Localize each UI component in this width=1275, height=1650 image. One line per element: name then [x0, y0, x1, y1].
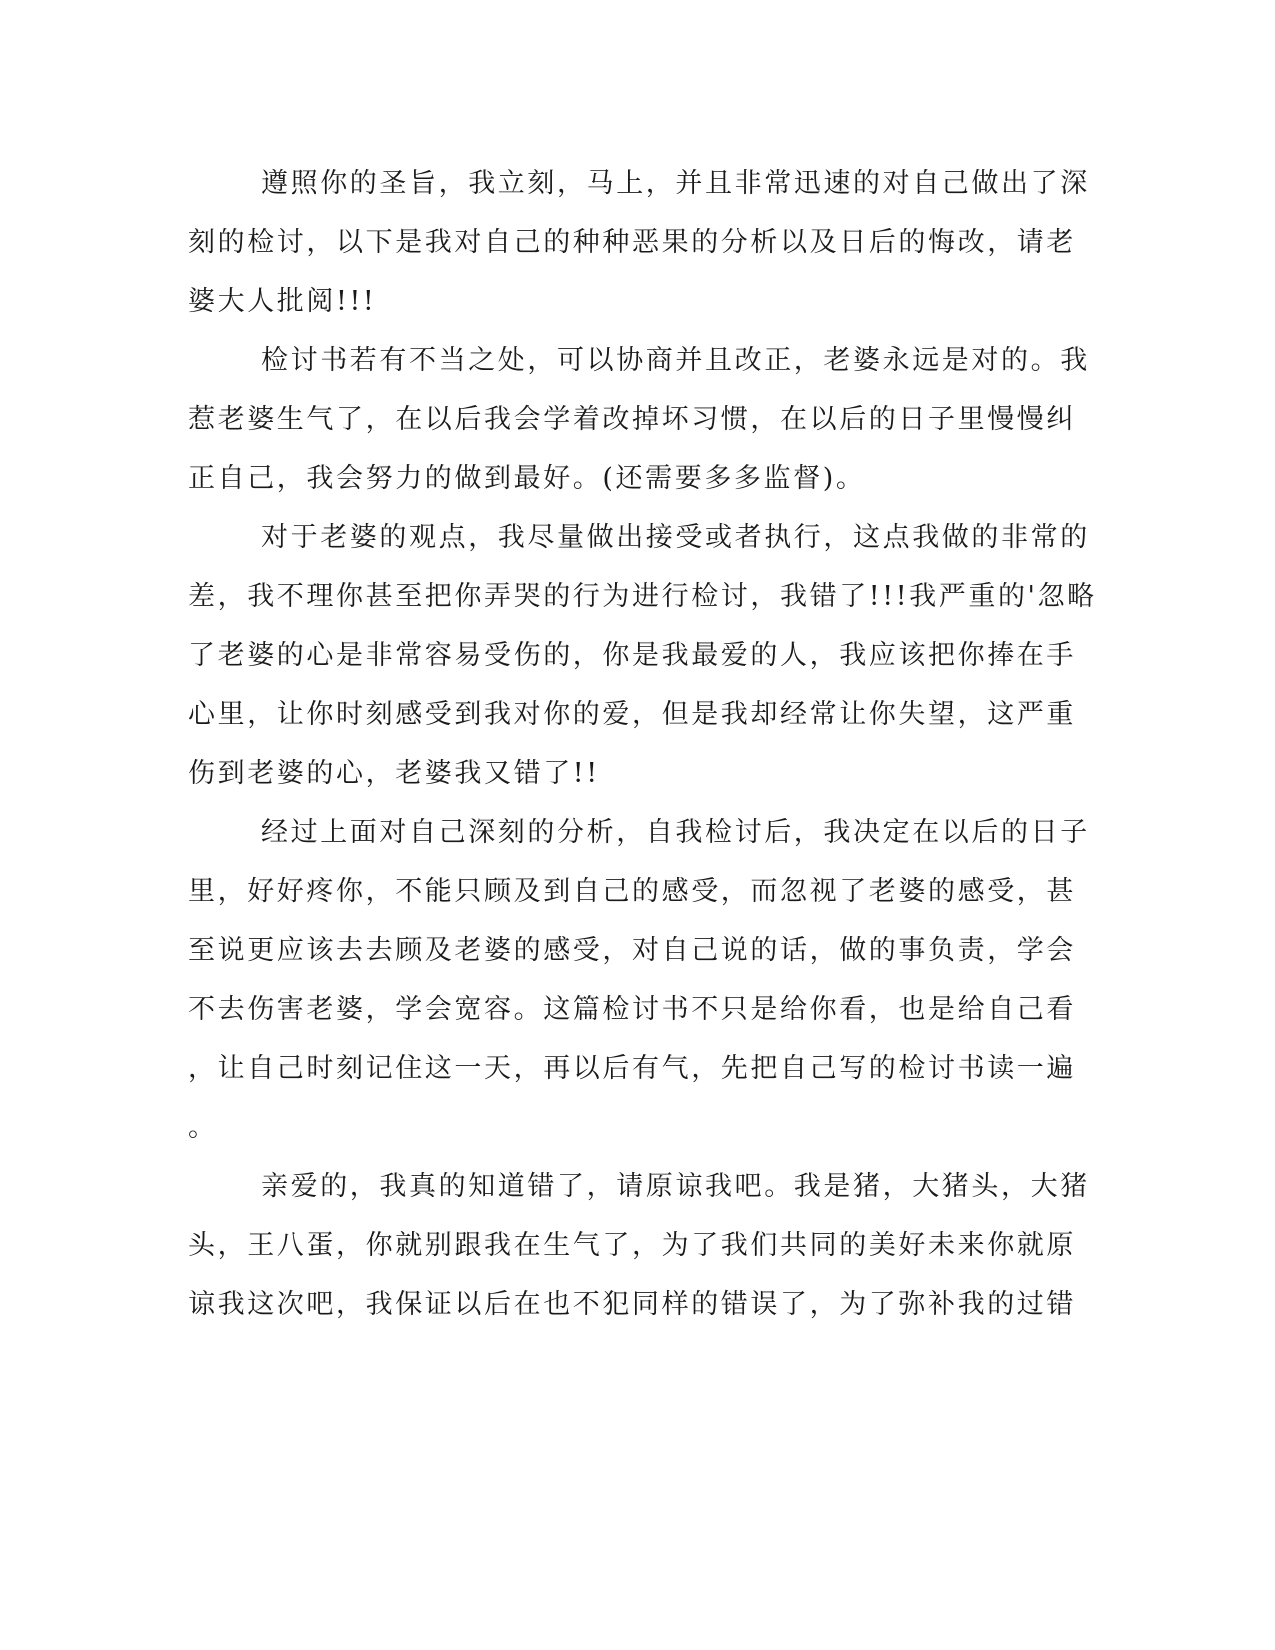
text-line: 不去伤害老婆，学会宽容。这篇检讨书不只是给你看，也是给自己看 [188, 994, 1076, 1025]
text-line: 对于老婆的观点，我尽量做出接受或者执行，这点我做的非常的 [261, 522, 1090, 553]
text-line: 正自己，我会努力的做到最好。(还需要多多监督)。 [188, 463, 866, 494]
paragraph-3 [188, 508, 1097, 803]
text-line: 伤到老婆的心，老婆我又错了!! [188, 758, 600, 789]
text-line: 惹老婆生气了，在以后我会学着改掉坏习惯，在以后的日子里慢慢纠 [188, 404, 1076, 435]
paragraph-1 [188, 154, 1090, 331]
text-line: 至说更应该去去顾及老婆的感受，对自己说的话，做的事负责，学会 [188, 935, 1076, 966]
text-line: 里，好好疼你，不能只顾及到自己的感受，而忽视了老婆的感受，甚 [188, 876, 1076, 907]
text-line: 遵照你的圣旨，我立刻，马上，并且非常迅速的对自己做出了深 [261, 168, 1090, 199]
document-body [188, 154, 1097, 1334]
text-line: 。 [188, 1112, 218, 1143]
paragraph-2 [188, 331, 1090, 508]
text-line: 差，我不理你甚至把你弄哭的行为进行检讨，我错了!!!我严重的'忽略 [188, 581, 1097, 612]
text-line: 头，王八蛋，你就别跟我在生气了，为了我们共同的美好未来你就原 [188, 1230, 1076, 1261]
text-line: 心里，让你时刻感受到我对你的爱，但是我却经常让你失望，这严重 [188, 699, 1076, 730]
paragraph-5 [188, 1157, 1090, 1334]
text-line: 经过上面对自己深刻的分析，自我检讨后，我决定在以后的日子 [261, 817, 1090, 848]
text-line: ，让自己时刻记住这一天，再以后有气，先把自己写的检讨书读一遍 [188, 1053, 1076, 1084]
text-line: 谅我这次吧，我保证以后在也不犯同样的错误了，为了弥补我的过错 [188, 1289, 1076, 1320]
text-line: 亲爱的，我真的知道错了，请原谅我吧。我是猪，大猪头，大猪 [261, 1171, 1090, 1202]
text-line: 婆大人批阅!!! [188, 286, 377, 317]
text-line: 刻的检讨，以下是我对自己的种种恶果的分析以及日后的悔改，请老 [188, 227, 1076, 258]
text-line: 检讨书若有不当之处，可以协商并且改正，老婆永远是对的。我 [261, 345, 1090, 376]
paragraph-4 [188, 803, 1090, 1157]
text-line: 了老婆的心是非常容易受伤的，你是我最爱的人，我应该把你捧在手 [188, 640, 1076, 671]
